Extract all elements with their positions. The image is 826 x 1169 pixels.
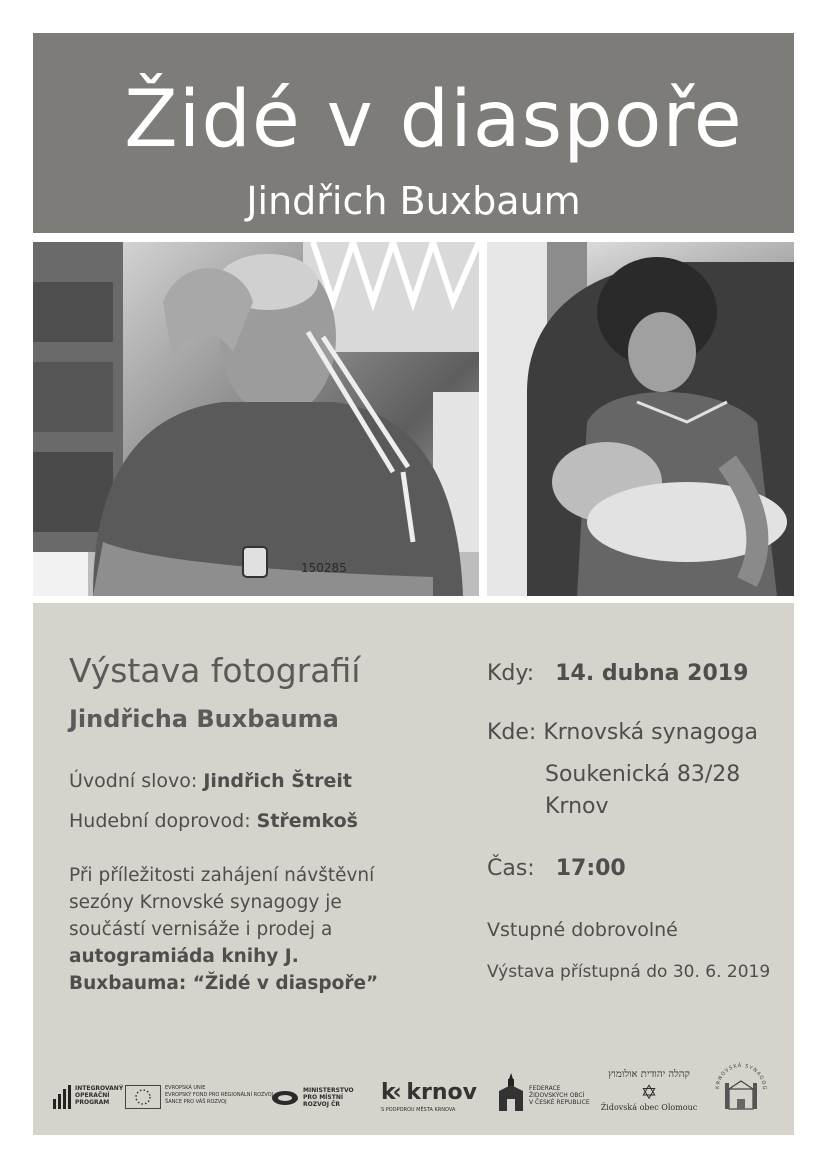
- opening-label: Úvodní slovo:: [69, 770, 204, 792]
- music-name: Střemkoš: [256, 810, 358, 832]
- logo-krnov: k‹ krnov S PODPOROU MĚSTA KRNOVA: [381, 1080, 477, 1113]
- time-row: [487, 854, 626, 884]
- exhibition-author: Jindřicha Buxbauma: [69, 705, 339, 733]
- poster-title: Židé v diaspoře: [124, 75, 743, 165]
- when-value: 14. dubna 2019: [555, 661, 749, 686]
- photo-mother-nursing: [487, 242, 794, 596]
- logo-krnovska-synagoga: [711, 1055, 771, 1115]
- music-accompaniment: [69, 809, 358, 833]
- where-line3: Krnov: [545, 794, 609, 819]
- eu-flag-icon: [125, 1085, 161, 1109]
- opening-name: Jindřich Štreit: [203, 770, 352, 792]
- exhibition-title: Výstava fotografií: [69, 651, 361, 690]
- opening-speech: [69, 769, 352, 793]
- where-line2: Soukenická 83/28: [545, 762, 741, 787]
- where-label: Kde:: [487, 720, 537, 745]
- poster-subtitle: Jindřich Buxbaum: [246, 179, 581, 223]
- synagoga-emblem-icon: [711, 1055, 771, 1115]
- tattoo-number: 150285: [301, 561, 347, 575]
- description-text: Při příležitosti zahájení návštěvní sezóny Krnovské synagogy je součástí vernisáže i prodej a: [69, 865, 375, 940]
- availability-note: Výstava přístupná do 30. 6. 2019: [487, 962, 771, 982]
- synagogue-building-icon: [497, 1073, 525, 1111]
- exhibition-description: [69, 862, 409, 997]
- where-line1: Krnovská synagoga: [543, 720, 758, 745]
- info-panel: [33, 603, 794, 1135]
- time-value: 17:00: [555, 856, 626, 881]
- time-label: Čas:: [487, 856, 535, 881]
- sponsor-logos: INTEGROVANÝ OPERAČNÍ PROGRAM EVROPSKÁ UNIE EVROPSKÝ FOND PRO REGIONÁLNÍ ROZVOJ ŠANCE PRO VÁŠ ROZVOJ MINISTERSTVO PRO MÍSTNÍ ROZVOJ ČR k‹ krnov S PODPOROU MĚSTA KRNOVA FEDERACE ŽIDOVSKÝCH OBCÍ V ČESKÉ REPUBLICE קהלה יהודית אולומוץ ✡ Židovská obec Olomouc KRNOVSKÁ SYNAGOG: [33, 1055, 794, 1125]
- when-row: [487, 659, 748, 689]
- where-row: [487, 718, 758, 748]
- music-label: Hudební doprovod:: [69, 810, 257, 832]
- entry-note: Vstupné dobrovolné: [487, 919, 678, 941]
- krnov-k-mark: k‹: [381, 1080, 399, 1105]
- description-bold: autogramiáda knihy J. Buxbauma: “Židé v diaspoře”: [69, 946, 379, 994]
- header-banner: [33, 33, 794, 233]
- star-of-david-icon: ✡: [640, 1080, 658, 1104]
- svg-text:KRNOVSKÁ SYNAGOGA: KRNOVSKÁ SYNAGOG: [714, 1062, 768, 1091]
- ministry-emblem-icon: [271, 1089, 299, 1107]
- bars-icon: [53, 1085, 71, 1109]
- when-label: Kdy:: [487, 661, 535, 686]
- photo-elderly-man: [33, 242, 479, 596]
- logo-olomouc: קהלה יהודית אולומוץ ✡ Židovská obec Olomouc: [600, 1069, 698, 1112]
